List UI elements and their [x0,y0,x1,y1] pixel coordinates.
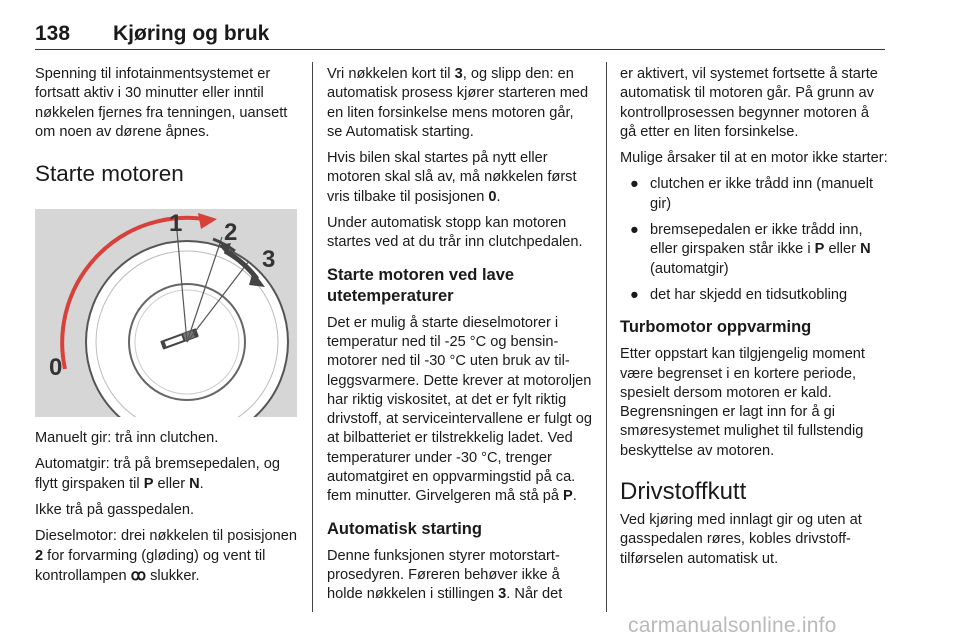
column-divider-2 [606,62,607,612]
page-number: 138 [35,22,71,45]
turn-key-text: Vri nøkkelen kort til 3, og slipp den: en automatisk prosess kjører starteren med en liten forsinkelse mens motoren går, se Automatisk starting. [327,66,589,140]
turbo-text: Etter oppstart kan tilgjengelig moment være begrenset i en kortere periode, spesielt dersom motoren er kald. Begrensningen er lagt inn for å gi smøresystemet mulighet til fullstendig beskyttelse av motoren. [620,346,865,459]
fuel-cutoff-text: Ved kjøring med innlagt gir og uten at gasspedalen røres, kobles drivstofftilførselen automatisk ut. [620,512,862,567]
position-label-2: 2 [224,219,238,247]
intro-paragraph: Spenning til infotainmentsystemet er fortsatt aktiv i 30 minutter eller inntil nøkkelen fjernes fra tenningen, uansett om noen av dørene åpnes. [35,66,288,140]
position-label-1: 1 [169,210,183,238]
autostop-text: Under automatisk stopp kan motoren startes ved at du trår inn clutchpedalen. [327,215,583,251]
list-item: ● det har skjedd en tidsutkobling [620,286,888,305]
restart-text: Hvis bilen skal startes på nytt eller motoren skal slå av, må nøkkelen først vris tilbake til posisjonen 0. [327,150,577,205]
subheading-low-temperature: Starte motoren ved lave utetemperaturer [327,265,515,305]
low-temperature-text: Det er mulig å starte dieselmotorer i temperatur ned til -25 °C og bensinmotorer ned til -30 °C uten bruk av tilleggsvarmere. Dette krever at motoroljen har riktig viskositet, at det er fylt riktig drivstoff, at serviceintervallene er fulgt og at bilbatteriet er tilstrekkelig ladet. Ved temperaturer under -30 °C, trenger automatgiret en oppvarmingstid på ca. fem minutter. Girvelgeren må stå på P. [327,314,592,505]
glow-plug-icon: ꝏ [130,566,147,584]
watermark: carmanualsonline.info [628,614,837,637]
column-3 [620,65,888,576]
bullet-icon: ● [630,286,639,303]
bullet-icon: ● [630,222,639,239]
position-label-0: 0 [49,354,63,382]
subheading-turbo-warmup: Turbomotor oppvarming [620,318,812,337]
list-item: ● bremsepedalen er ikke trådd inn, eller girspaken står ikke i P eller N (automatgir) [630,222,871,277]
column-2 [327,65,592,612]
chapter-title: Kjøring og bruk [113,22,270,45]
page-header [35,22,885,50]
automatic-starting-text: Denne funksjonen styrer motorstartprosedyren. Føreren behøver ikke å holde nøkkelen i stillingen 3. Når det [327,547,563,603]
column-1 [35,65,297,593]
section-heading-fuel-cutoff: Drivstoffkutt [620,478,747,506]
list-item: ● clutchen er ikke trådd inn (manuelt gir) [630,176,874,212]
diesel-text: Dieselmotor: drei nøkkelen til posisjonen 2 for forvarming (gløding) og vent til kontrollampen ꝏ slukker. [35,528,297,584]
section-heading-starte-motoren: Starte motoren [35,161,184,187]
bullet-icon: ● [630,176,639,193]
causes-intro: Mulige årsaker til at en motor ikke starter: [620,150,888,167]
subheading-automatic-starting: Automatisk starting [327,519,482,538]
header-rule [35,49,885,50]
no-gas-text: Ikke trå på gasspedalen. [35,502,195,519]
ignition-diagram [35,209,297,417]
manual-gear-text: Manuelt gir: trå inn clutchen. [35,430,219,447]
column-divider-1 [312,62,313,612]
continuation-text: er aktivert, vil systemet fortsette å starte automatisk til motoren går. På grunn av kontrollprosessen begynner motoren å gå etter en liten forsinkelse. [620,66,878,140]
automatic-gear-text: Automatgir: trå på bremsepedalen, og flytt girspaken til P eller N. [35,456,280,492]
position-label-3: 3 [262,246,276,274]
ignition-figure [35,209,297,417]
causes-list [620,175,888,305]
